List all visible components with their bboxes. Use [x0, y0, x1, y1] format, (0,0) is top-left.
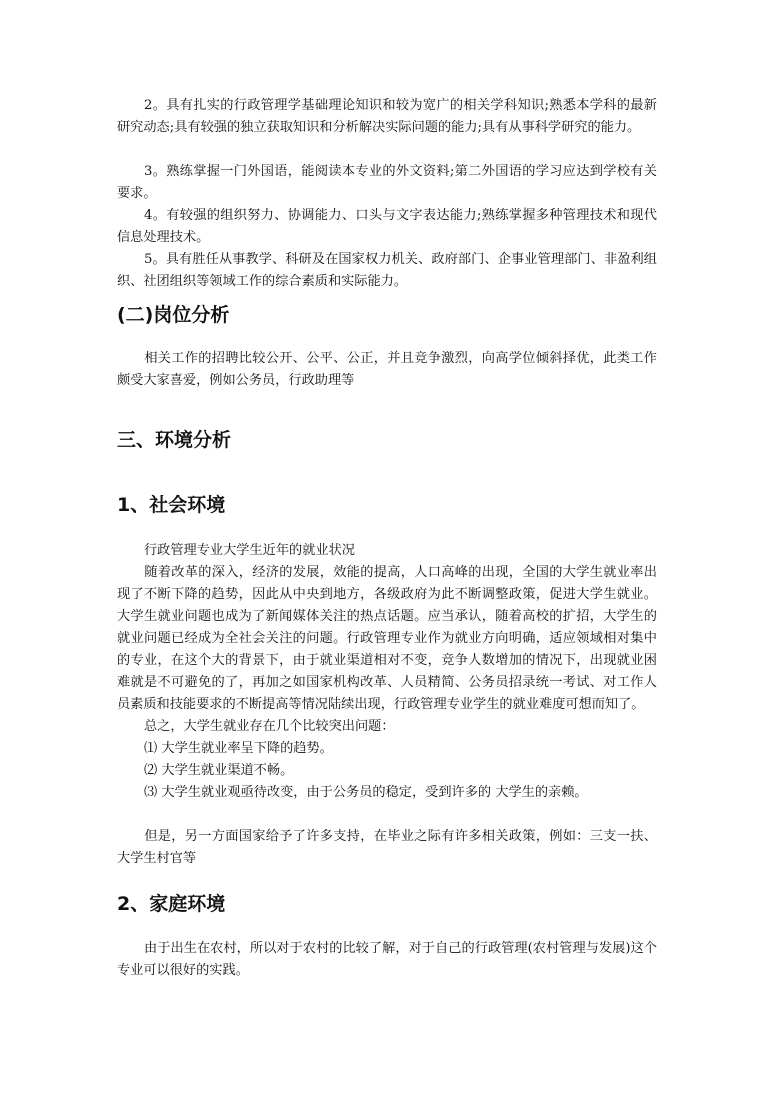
- social-issue-2: ⑵ 大学生就业渠道不畅。: [144, 763, 294, 778]
- list-item-3: 3。熟练掌握一门外国语，能阅读本专业的外文资料;第二外国语的学习应达到学校有关要求。: [117, 164, 657, 201]
- social-issue-3: ⑶ 大学生就业观亟待改变，由于公务员的稳定，受到许多的 大学生的亲赖。: [144, 785, 588, 800]
- social-paragraph-2: 总之，大学生就业存在几个比较突出问题：: [144, 719, 395, 734]
- list-item-4: 4。有较强的组织努力、协调能力、口头与文字表达能力;熟练掌握多种管理技术和现代信息处理技术。: [117, 208, 657, 245]
- heading-family-environment: 2、家庭环境: [117, 893, 226, 915]
- family-environment-text: 由于出生在农村，所以对于农村的比较了解，对于自己的行政管理(农村管理与发展)这个专业可以很好的实践。: [117, 941, 657, 978]
- social-paragraph-1: 随着改革的深入，经济的发展，效能的提高，人口高峰的出现，全国的大学生就业率出现了不断下降的趋势，因此从中央到地方，各级政府为此不断调整政策，促进大学生就业。大学生就业问题也成为了新闻媒体关注的热点话题。应当承认，随着高校的扩招，大学生的就业问题已经成为全社会关注的问题。行政管理专业作为就业方向明确，适应领域相对集中的专业，在这个大的背景下，由于就业渠道相对不变，竞争人数增加的情况下，出现就业困难就是不可避免的了，再加之如国家机构改革、人员精简、公务员招录统一考试、对工作人员素质和技能要求的不断提高等情况陆续出现，行政管理专业学生的就业难度可想而知了。: [117, 565, 657, 712]
- social-subtitle: 行政管理专业大学生近年的就业状况: [144, 543, 355, 558]
- social-issue-1: ⑴ 大学生就业率呈下降的趋势。: [144, 741, 333, 756]
- list-item-5: 5。具有胜任从事教学、科研及在国家权力机关、政府部门、企事业管理部门、非盈利组织、社团组织等领域工作的综合素质和实际能力。: [117, 252, 657, 289]
- heading-post-analysis: (二)岗位分析: [117, 304, 230, 326]
- heading-environment-analysis: 三、环境分析: [117, 429, 232, 451]
- post-analysis-text: 相关工作的招聘比较公开、公平、公正，并且竞争激烈，向高学位倾斜择优，此类工作颇受大家喜爱，例如公务员，行政助理等: [117, 351, 657, 388]
- heading-social-environment: 1、社会环境: [117, 494, 226, 516]
- social-paragraph-3: 但是，另一方面国家给予了许多支持，在毕业之际有许多相关政策，例如：三支一扶、大学生村官等: [117, 829, 657, 866]
- list-item-2: 2。具有扎实的行政管理学基础理论知识和较为宽广的相关学科知识;熟悉本学科的最新研究动态;具有较强的独立获取知识和分析解决实际问题的能力;具有从事科学研究的能力。: [117, 98, 657, 135]
